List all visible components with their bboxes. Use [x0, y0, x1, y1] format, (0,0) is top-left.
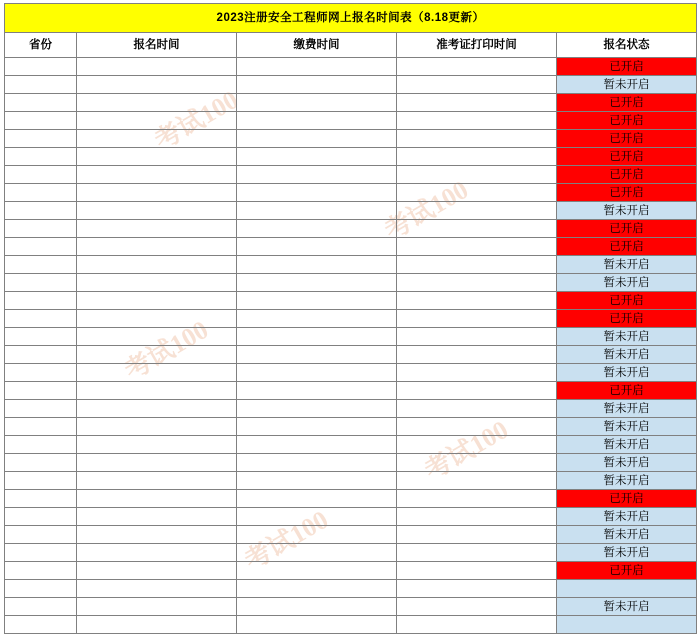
status-badge: 已开启	[557, 562, 697, 580]
cell-province	[5, 112, 77, 130]
cell-admission-print-time	[397, 454, 557, 472]
cell-payment-time	[237, 328, 397, 346]
table-title-row	[5, 4, 697, 33]
table-row	[5, 256, 697, 274]
cell-payment-time	[237, 220, 397, 238]
cell-province	[5, 184, 77, 202]
table-row	[5, 148, 697, 166]
cell-payment-time	[237, 436, 397, 454]
table-row	[5, 112, 697, 130]
watermark-text: 考试100	[379, 174, 474, 246]
cell-admission-print-time	[397, 130, 557, 148]
cell-registration-time	[77, 256, 237, 274]
cell-payment-time	[237, 112, 397, 130]
cell-province	[5, 400, 77, 418]
cell-payment-time	[237, 202, 397, 220]
cell-province	[5, 526, 77, 544]
cell-payment-time	[237, 472, 397, 490]
table-row	[5, 562, 697, 580]
cell-registration-time	[77, 508, 237, 526]
cell-registration-time	[77, 184, 237, 202]
watermark-text: 考试100	[149, 84, 244, 156]
cell-payment-time	[237, 400, 397, 418]
cell-admission-print-time	[397, 436, 557, 454]
cell-payment-time	[237, 76, 397, 94]
cell-registration-time	[77, 112, 237, 130]
cell-province	[5, 274, 77, 292]
cell-payment-time	[237, 256, 397, 274]
cell-province	[5, 328, 77, 346]
cell-registration-time	[77, 166, 237, 184]
table-row	[5, 328, 697, 346]
table-row	[5, 508, 697, 526]
table-row	[5, 490, 697, 508]
status-badge: 暂未开启	[557, 346, 697, 364]
status-badge	[557, 616, 697, 634]
cell-payment-time	[237, 184, 397, 202]
cell-registration-time	[77, 400, 237, 418]
cell-province	[5, 454, 77, 472]
cell-registration-time	[77, 76, 237, 94]
cell-payment-time	[237, 346, 397, 364]
cell-admission-print-time	[397, 184, 557, 202]
watermark-text: 考试100	[119, 314, 214, 386]
column-header-registration-time: 报名时间	[77, 33, 237, 58]
cell-payment-time	[237, 562, 397, 580]
cell-province	[5, 364, 77, 382]
cell-admission-print-time	[397, 220, 557, 238]
table-row	[5, 94, 697, 112]
status-badge: 暂未开启	[557, 418, 697, 436]
cell-province	[5, 148, 77, 166]
cell-payment-time	[237, 58, 397, 76]
cell-admission-print-time	[397, 580, 557, 598]
cell-admission-print-time	[397, 76, 557, 94]
table-header-row	[5, 33, 697, 58]
cell-province	[5, 418, 77, 436]
column-header-province: 省份	[5, 33, 77, 58]
table-row	[5, 382, 697, 400]
cell-province	[5, 544, 77, 562]
status-badge: 暂未开启	[557, 202, 697, 220]
cell-admission-print-time	[397, 292, 557, 310]
cell-admission-print-time	[397, 526, 557, 544]
status-badge: 暂未开启	[557, 436, 697, 454]
cell-payment-time	[237, 130, 397, 148]
cell-admission-print-time	[397, 202, 557, 220]
table-body	[5, 58, 697, 634]
cell-registration-time	[77, 346, 237, 364]
cell-province	[5, 76, 77, 94]
cell-admission-print-time	[397, 148, 557, 166]
cell-admission-print-time	[397, 616, 557, 634]
cell-registration-time	[77, 94, 237, 112]
cell-province	[5, 220, 77, 238]
status-badge: 暂未开启	[557, 544, 697, 562]
status-badge: 暂未开启	[557, 400, 697, 418]
cell-province	[5, 130, 77, 148]
cell-payment-time	[237, 94, 397, 112]
table-row	[5, 616, 697, 634]
status-badge: 暂未开启	[557, 328, 697, 346]
cell-payment-time	[237, 148, 397, 166]
cell-registration-time	[77, 310, 237, 328]
cell-payment-time	[237, 310, 397, 328]
cell-payment-time	[237, 166, 397, 184]
table-row	[5, 400, 697, 418]
status-badge: 已开启	[557, 166, 697, 184]
cell-payment-time	[237, 616, 397, 634]
cell-payment-time	[237, 418, 397, 436]
cell-registration-time	[77, 382, 237, 400]
watermark-text: 考试100	[419, 414, 514, 486]
cell-admission-print-time	[397, 382, 557, 400]
cell-registration-time	[77, 202, 237, 220]
cell-province	[5, 562, 77, 580]
table-row	[5, 436, 697, 454]
table-row	[5, 598, 697, 616]
cell-registration-time	[77, 598, 237, 616]
cell-payment-time	[237, 292, 397, 310]
cell-admission-print-time	[397, 472, 557, 490]
cell-admission-print-time	[397, 328, 557, 346]
page-title: 2023注册安全工程师网上报名时间表（8.18更新）	[5, 4, 697, 33]
cell-payment-time	[237, 490, 397, 508]
cell-province	[5, 256, 77, 274]
table-row	[5, 58, 697, 76]
cell-registration-time	[77, 130, 237, 148]
cell-registration-time	[77, 418, 237, 436]
table-row	[5, 274, 697, 292]
table-row	[5, 544, 697, 562]
status-badge: 暂未开启	[557, 76, 697, 94]
cell-registration-time	[77, 490, 237, 508]
cell-registration-time	[77, 526, 237, 544]
cell-payment-time	[237, 238, 397, 256]
status-badge: 暂未开启	[557, 454, 697, 472]
status-badge: 暂未开启	[557, 508, 697, 526]
column-header-admission-print-time: 准考证打印时间	[397, 33, 557, 58]
cell-payment-time	[237, 274, 397, 292]
cell-province	[5, 292, 77, 310]
table-row	[5, 166, 697, 184]
table-row	[5, 184, 697, 202]
table-row	[5, 454, 697, 472]
status-badge: 暂未开启	[557, 364, 697, 382]
cell-payment-time	[237, 580, 397, 598]
cell-admission-print-time	[397, 562, 557, 580]
cell-registration-time	[77, 238, 237, 256]
cell-payment-time	[237, 508, 397, 526]
cell-payment-time	[237, 544, 397, 562]
status-badge: 暂未开启	[557, 598, 697, 616]
status-badge	[557, 580, 697, 598]
cell-province	[5, 490, 77, 508]
cell-province	[5, 580, 77, 598]
cell-province	[5, 436, 77, 454]
cell-registration-time	[77, 472, 237, 490]
cell-admission-print-time	[397, 490, 557, 508]
table-row	[5, 580, 697, 598]
cell-registration-time	[77, 58, 237, 76]
table-row	[5, 76, 697, 94]
cell-province	[5, 94, 77, 112]
column-header-payment-time: 缴费时间	[237, 33, 397, 58]
cell-admission-print-time	[397, 508, 557, 526]
status-badge: 已开启	[557, 112, 697, 130]
cell-admission-print-time	[397, 346, 557, 364]
cell-admission-print-time	[397, 400, 557, 418]
cell-admission-print-time	[397, 58, 557, 76]
cell-registration-time	[77, 220, 237, 238]
status-badge: 已开启	[557, 382, 697, 400]
table-row	[5, 220, 697, 238]
cell-registration-time	[77, 616, 237, 634]
cell-admission-print-time	[397, 598, 557, 616]
cell-registration-time	[77, 436, 237, 454]
cell-registration-time	[77, 454, 237, 472]
table-row	[5, 238, 697, 256]
cell-admission-print-time	[397, 544, 557, 562]
cell-payment-time	[237, 526, 397, 544]
table-row	[5, 130, 697, 148]
table-row	[5, 364, 697, 382]
status-badge: 暂未开启	[557, 274, 697, 292]
cell-registration-time	[77, 562, 237, 580]
cell-province	[5, 472, 77, 490]
cell-admission-print-time	[397, 166, 557, 184]
cell-registration-time	[77, 328, 237, 346]
status-badge: 已开启	[557, 148, 697, 166]
status-badge: 已开启	[557, 310, 697, 328]
cell-province	[5, 616, 77, 634]
cell-province	[5, 238, 77, 256]
status-badge: 已开启	[557, 220, 697, 238]
cell-province	[5, 382, 77, 400]
cell-province	[5, 58, 77, 76]
cell-admission-print-time	[397, 94, 557, 112]
cell-registration-time	[77, 544, 237, 562]
status-badge: 暂未开启	[557, 526, 697, 544]
cell-province	[5, 202, 77, 220]
cell-payment-time	[237, 382, 397, 400]
cell-admission-print-time	[397, 310, 557, 328]
cell-admission-print-time	[397, 256, 557, 274]
table-row	[5, 310, 697, 328]
table-row	[5, 202, 697, 220]
watermark-text: 考试100	[239, 504, 334, 576]
cell-registration-time	[77, 364, 237, 382]
status-badge: 已开启	[557, 184, 697, 202]
column-header-status: 报名状态	[557, 33, 697, 58]
cell-registration-time	[77, 274, 237, 292]
status-badge: 已开启	[557, 130, 697, 148]
cell-province	[5, 346, 77, 364]
cell-payment-time	[237, 364, 397, 382]
cell-registration-time	[77, 292, 237, 310]
cell-admission-print-time	[397, 418, 557, 436]
cell-payment-time	[237, 454, 397, 472]
cell-province	[5, 598, 77, 616]
cell-registration-time	[77, 580, 237, 598]
cell-admission-print-time	[397, 238, 557, 256]
status-badge: 已开启	[557, 58, 697, 76]
cell-admission-print-time	[397, 364, 557, 382]
cell-province	[5, 508, 77, 526]
table-row	[5, 292, 697, 310]
cell-registration-time	[77, 148, 237, 166]
cell-province	[5, 166, 77, 184]
table-row	[5, 526, 697, 544]
status-badge: 已开启	[557, 238, 697, 256]
table-row	[5, 472, 697, 490]
status-badge: 暂未开启	[557, 472, 697, 490]
cell-admission-print-time	[397, 112, 557, 130]
status-badge: 暂未开启	[557, 256, 697, 274]
registration-schedule-table	[4, 3, 697, 634]
table-row	[5, 346, 697, 364]
table-row	[5, 418, 697, 436]
status-badge: 已开启	[557, 94, 697, 112]
cell-admission-print-time	[397, 274, 557, 292]
cell-payment-time	[237, 598, 397, 616]
status-badge: 已开启	[557, 490, 697, 508]
cell-province	[5, 310, 77, 328]
status-badge: 已开启	[557, 292, 697, 310]
